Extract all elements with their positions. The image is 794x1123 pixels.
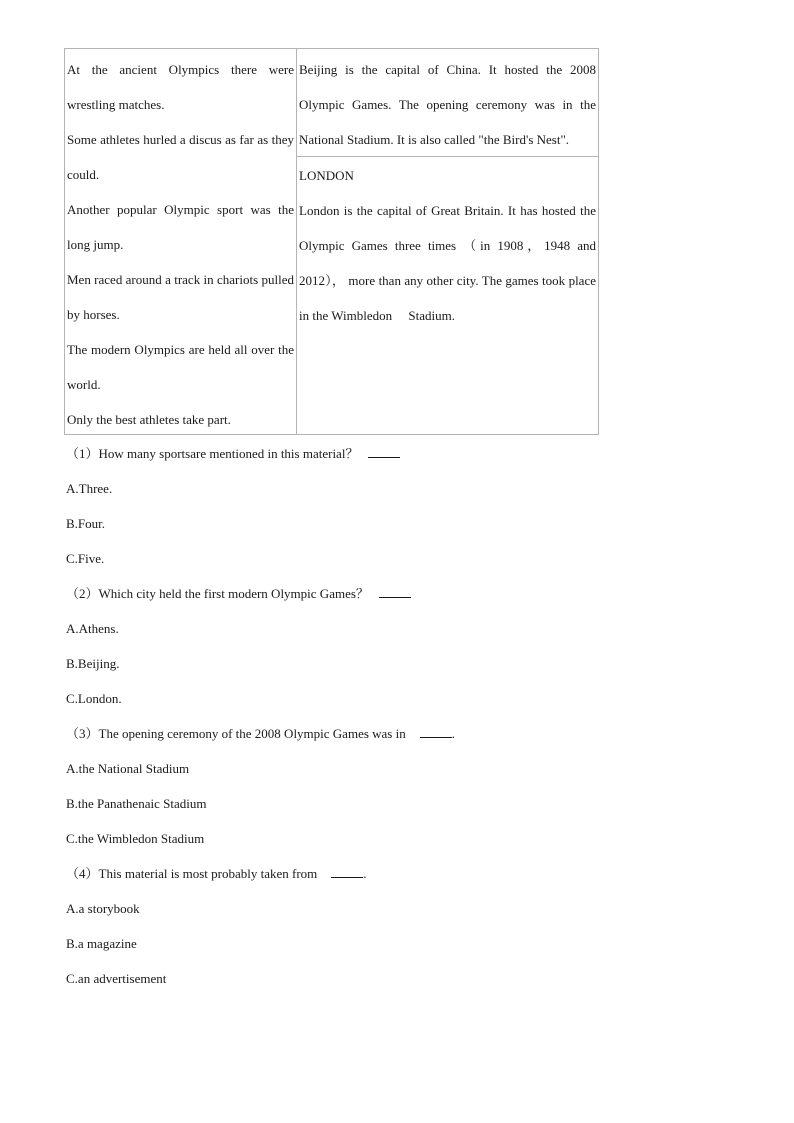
question-text: （2）Which city held the first modern Olympic Games？	[66, 586, 369, 601]
beijing-text	[297, 49, 598, 157]
option-c[interactable]: C.Five.	[66, 551, 105, 566]
option-a[interactable]: A.Three.	[66, 481, 113, 496]
question-stem	[66, 436, 626, 471]
reading-table	[64, 48, 599, 435]
question-end: .	[363, 866, 367, 881]
left-sentence: Only the best athletes take part.	[67, 412, 231, 427]
question-stem	[66, 576, 626, 611]
question-text: （3）The opening ceremony of the 2008 Olympic Games was in	[66, 726, 406, 741]
left-cell	[65, 49, 297, 434]
london-text	[297, 157, 598, 333]
left-cell-text	[65, 49, 296, 437]
left-sentence: Some athletes hurled a discus as far as they could.	[67, 132, 294, 182]
option-a[interactable]: A.the National Stadium	[66, 761, 190, 776]
questions-section	[66, 436, 626, 996]
question-text: （4）This material is most probably taken from	[66, 866, 318, 881]
left-sentence: The modern Olympics are held all over the world.	[67, 342, 294, 392]
question-stem	[66, 856, 626, 891]
option-b[interactable]: B.Beijing.	[66, 656, 120, 671]
option-c[interactable]: C.the Wimbledon Stadium	[66, 831, 205, 846]
option-a[interactable]: A.Athens.	[66, 621, 119, 636]
left-sentence: At the ancient Olympics there were wrestling matches.	[67, 62, 294, 112]
option-c[interactable]: C.London.	[66, 691, 122, 706]
left-sentence: Men raced around a track in chariots pulled by horses.	[67, 272, 294, 322]
left-sentence: Another popular Olympic sport was the long jump.	[67, 202, 294, 252]
london-heading: LONDON	[299, 168, 354, 183]
beijing-cell	[297, 49, 598, 157]
answer-blank[interactable]	[420, 719, 452, 738]
option-a[interactable]: A.a storybook	[66, 901, 140, 916]
question-end: .	[451, 726, 455, 741]
answer-blank[interactable]	[368, 439, 400, 458]
answer-blank[interactable]	[379, 579, 411, 598]
option-b[interactable]: B.Four.	[66, 516, 106, 531]
london-paragraph: London is the capital of Great Britain. It has hosted the Olympic Games three times （in 1908，1948 and 2012）， more than any other city. The games took place in the Wimbledon Stadium.	[299, 203, 596, 323]
option-b[interactable]: B.the Panathenaic Stadium	[66, 796, 207, 811]
question-stem	[66, 716, 626, 751]
option-b[interactable]: B.a magazine	[66, 936, 137, 951]
option-c[interactable]: C.an advertisement	[66, 971, 167, 986]
london-cell	[297, 157, 598, 434]
question-text: （1）How many sportsare mentioned in this material？	[66, 446, 359, 461]
beijing-paragraph: Beijing is the capital of China. It hosted the 2008 Olympic Games. The opening ceremony was in the National Stadium. It is also called "the Bird's Nest".	[299, 62, 596, 147]
answer-blank[interactable]	[331, 859, 363, 878]
